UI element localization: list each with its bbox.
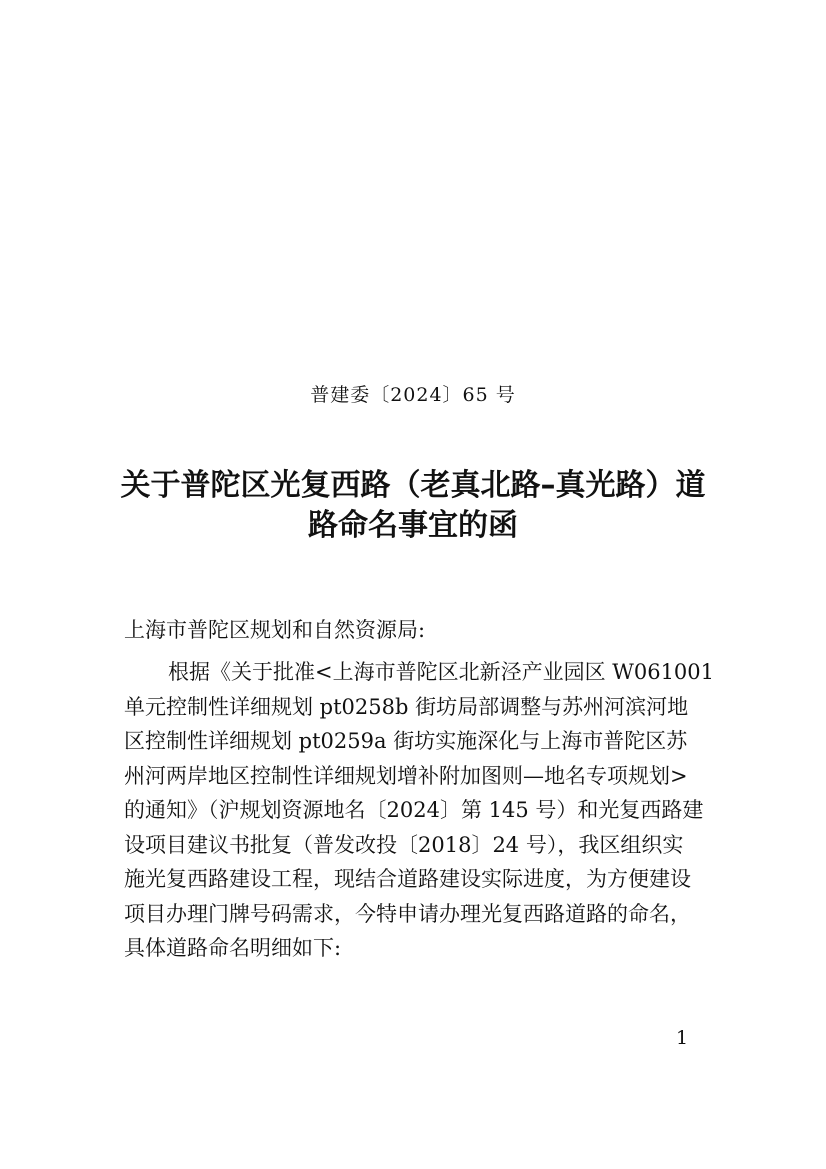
- body-line: 的通知》（沪规划资源地名〔2024〕第 145 号）和光复西路建: [124, 798, 704, 822]
- title-line-2: 路命名事宜的函: [308, 508, 518, 543]
- body-line: 州河两岸地区控制性详细规划增补附加图则—地名专项规划>: [124, 763, 688, 788]
- body-line: 项目办理门牌号码需求，今特申请办理光复西路道路的命名，: [124, 901, 691, 926]
- document-title: [110, 466, 716, 546]
- title-line-1: 关于普陀区光复西路（老真北路–真光路）道: [120, 468, 706, 503]
- body-line: 单元控制性详细规划 pt0258b 街坊局部调整与苏州河滨河地: [124, 694, 689, 719]
- body-line: 具体道路命名明细如下:: [124, 936, 342, 960]
- document-number: 普建委〔2024〕65 号: [310, 384, 516, 406]
- addressee: 上海市普陀区规划和自然资源局:: [124, 618, 426, 642]
- body-line: 施光复西路建设工程，现结合道路建设实际进度，为方便建设: [124, 867, 691, 891]
- body-line: 根据《关于批准<上海市普陀区北新泾产业园区 W061001: [168, 660, 715, 684]
- body-line: 设项目建议书批复（普发改投〔2018〕24 号），我区组织实: [124, 832, 684, 857]
- page-number: 1: [676, 1027, 689, 1049]
- body-line: 区控制性详细规划 pt0259a 街坊实施深化与上海市普陀区苏: [124, 729, 688, 753]
- body-paragraph: [124, 655, 724, 966]
